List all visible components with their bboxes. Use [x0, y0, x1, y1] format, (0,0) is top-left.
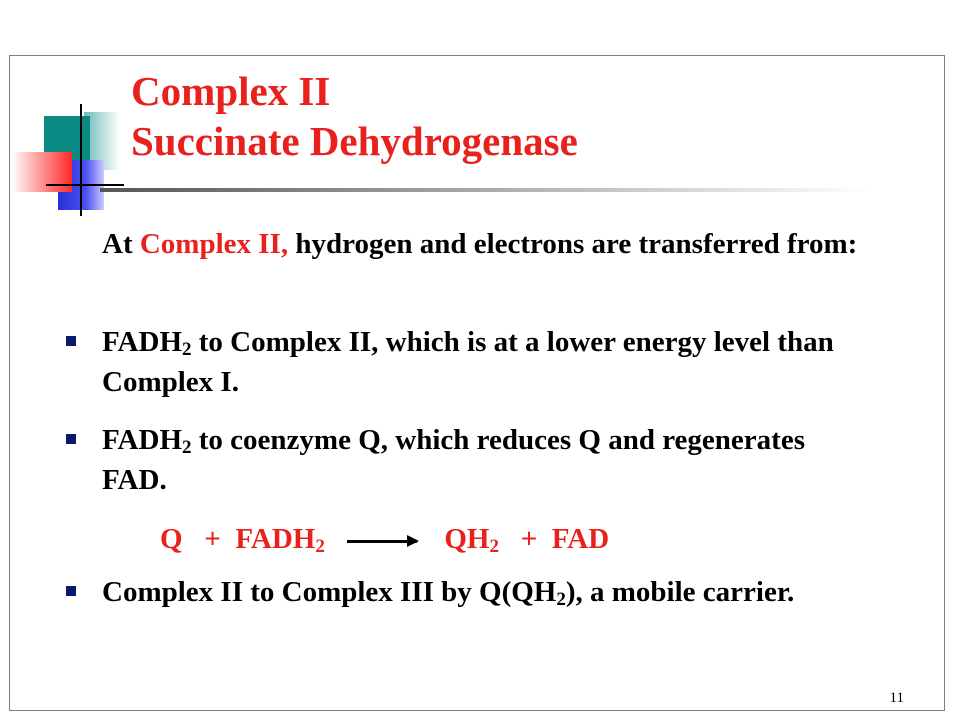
- slide-title: [131, 66, 578, 166]
- title-underline: [100, 188, 870, 192]
- bullet-3-text: Complex II to Complex III by Q(QH: [102, 576, 557, 608]
- equation-right: QH: [444, 523, 490, 555]
- logo-horizontal-line: [46, 184, 124, 186]
- bullet-1-text: FADH: [102, 326, 183, 358]
- reaction-equation: [160, 519, 609, 559]
- bullet-marker: [66, 586, 76, 596]
- bullet-item-1: [102, 322, 862, 402]
- intro-prefix: At: [102, 228, 133, 260]
- bullet-1-rest: to Complex II, which is at a lower energy level than Complex I.: [102, 326, 834, 398]
- equation-right-subscript: 2: [489, 536, 499, 557]
- title-line-2: Succinate Dehydrogenase: [131, 118, 578, 164]
- bullet-item-2: [102, 420, 862, 500]
- bullet-item-3: [102, 572, 862, 612]
- bullet-2-rest: to coenzyme Q, which reduces Q and regenerates FAD.: [102, 424, 805, 496]
- logo-vertical-line: [80, 104, 82, 216]
- bullet-2-text: FADH: [102, 424, 183, 456]
- bullet-1-subscript: 2: [182, 339, 192, 360]
- equation-left-subscript: 2: [315, 536, 325, 557]
- intro-paragraph: [102, 224, 862, 264]
- intro-highlight: Complex II,: [139, 228, 289, 260]
- bullet-marker: [66, 336, 76, 346]
- logo-red-square: [12, 152, 72, 192]
- bullet-marker: [66, 434, 76, 444]
- intro-suffix: hydrogen and electrons are transferred from:: [295, 228, 858, 260]
- equation-left: Q + FADH: [160, 523, 316, 555]
- equation-right-tail: + FAD: [498, 523, 610, 555]
- decorative-logo: [0, 0, 140, 240]
- page-number: 11: [889, 690, 904, 706]
- title-line-1: Complex II: [131, 68, 331, 114]
- bullet-3-rest: ), a mobile carrier.: [565, 576, 795, 608]
- bullet-3-subscript: 2: [556, 589, 566, 610]
- bullet-2-subscript: 2: [182, 437, 192, 458]
- reaction-arrow-icon: [347, 540, 417, 543]
